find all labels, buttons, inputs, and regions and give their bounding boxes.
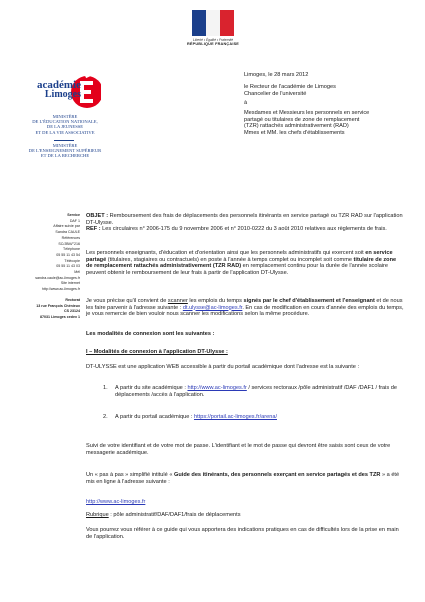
section-1-heading: I – Modalités de connexion à l'application DT-Ulysse : <box>86 349 228 355</box>
paragraph-2: Je vous précise qu'il convient de scanner les emplois du temps signés par le chef d'établissement et l'enseignant et de nous les faire parvenir à l'adresse suivante : dt.ulysse@ac-limoges.fr. En cas de modification en cours d'année des emplois du temps, je vous remercie de bien vouloir nous scanner les modifications selon la même procédure. <box>86 298 404 318</box>
modalites-heading: Les modalités de connexion sont les suivantes : <box>86 331 215 337</box>
service-label: Service <box>67 213 80 217</box>
logo-line-1: académie <box>37 79 81 91</box>
paragraph-6: Vous pourrez vous référer à ce guide qui vous apportera des indications pratiques en cas de difficultés lors de la prise en main de l'application. <box>86 527 399 540</box>
paragraph-1: Les personnels enseignants, d'éducation et d'orientation ainsi que les personnels administratifs qui exercent soit en service partagé (titulaires, stagiaires ou contractuels) en poste à l'année à temps complet ou incomplet soit comme titulaire de zone de remplacement rattachés administrativement (TZR RAD) en remplacement continu pour la durée de l'année scolaire peuvent obtenir le remboursement de leur frais à partir de l'application DT-Ulysse. <box>86 250 397 276</box>
affaire-label: Affaire suivie par <box>53 224 80 229</box>
tel-value: 05 55 11 43 54 <box>56 252 80 257</box>
rubrique-line: Rubrique : pôle administratif/DAF/DAF1/frais de déplacements <box>86 512 241 518</box>
affaire-value: Sandra CAULE <box>55 230 80 235</box>
site-value: http://www.ac-limoges.fr <box>41 287 80 292</box>
guide-link-line <box>86 499 404 506</box>
contact-sidebar <box>8 213 80 293</box>
republic-header <box>182 10 244 46</box>
paragraph-4: Suivi de votre identifiant et de votre mot de passe. L'identifiant et le mot de passe qui devront être saisis sont ceux de votre messagerie académique. <box>86 443 391 456</box>
dt-ulysse-email-link[interactable]: dt.ulysse@ac-limoges.fr <box>182 304 243 311</box>
ac-limoges-link[interactable]: http://www.ac-limoges.fr <box>187 385 247 391</box>
to-word: à <box>244 100 248 106</box>
objet-paragraph: OBJET : Remboursement des frais de déplacements des personnels itinérants en service partagé ou TZR RAD sur l'application DT-Ulysse. REF : Les circulaires n° 2006-175 du 9 novembre 2006 et n° 2010-0222 du 3 août 2010 relatives aux règlements de frais. <box>86 213 403 233</box>
fax-label: Télécopie <box>64 258 80 263</box>
republic-name: RÉPUBLIQUE FRANÇAISE <box>186 42 240 46</box>
tel-label: Téléphone <box>63 247 80 252</box>
mel-label: Mél <box>74 270 80 275</box>
french-flag-icon <box>192 10 234 36</box>
sender-block: le Recteur de l'académie de Limoges Chancelier de l'université <box>244 84 336 97</box>
mel-value: sandra.caule@ac-limoges.fr <box>35 275 80 280</box>
recipient-block: Mesdames et Messieurs les personnels en service partagé ou titulaires de zone de remplacement (TZR) rattachés administrativement (RAD) Mmes et MM. les chefs d'établissements <box>244 110 370 136</box>
paragraph-5: Un « pas à pas » simplifié intitulé « Guide des itinérants, des personnels exerçant en service partagés et des TZR » a été mis en ligne à l'adresse suivante : <box>86 472 400 485</box>
ref-value: SC/JBM/°216 <box>58 241 80 246</box>
academie-logo <box>35 70 101 114</box>
letter-date: Limoges, le 28 mars 2012 <box>244 72 309 78</box>
ministry-education: MINISTÈRE DE L'ÉDUCATION NATIONALE, DE LA JEUNESSE ET DE LA VIE ASSOCIATIVE <box>32 114 98 135</box>
logo-line-2: Limoges <box>44 89 81 100</box>
list-item-2: 2. A partir du portail académique : https://portail.ac-limoges.fr/arena/ <box>103 414 277 420</box>
paragraph-3: DT-ULYSSE est une application WEB accessible à partir du portail académique dont l'adresse est la suivante : <box>86 364 360 370</box>
ministry-research: MINISTÈRE DE L'ENSEIGNEMENT SUPÉRIEUR ET DE LA RECHERCHE <box>28 143 102 159</box>
fax-value: 05 55 11 43 03 <box>56 264 80 269</box>
service-value: DAF 1 <box>69 218 80 223</box>
republic-motto: Liberté • Égalité • Fraternité <box>192 38 234 42</box>
list-item-1: 1. A partir du site académique : http://www.ac-limoges.fr / services rectoraux /pôle administratif /DAF /DAF1 / frais de déplacements /accès à l'application. <box>103 385 397 398</box>
rectorat-block: Rectorat 13 rue François Chénieux CS 23124 87031 Limoges cedex 1 <box>8 298 80 321</box>
rectorat-label: Rectorat <box>65 298 80 302</box>
ministry-divider <box>54 140 74 141</box>
ref-label: Références <box>61 235 80 240</box>
site-label: Site internet <box>60 281 80 286</box>
guide-link[interactable]: http://www.ac-limoges.fr <box>86 499 146 505</box>
portail-link[interactable]: https://portail.ac-limoges.fr/arena/ <box>193 414 277 420</box>
